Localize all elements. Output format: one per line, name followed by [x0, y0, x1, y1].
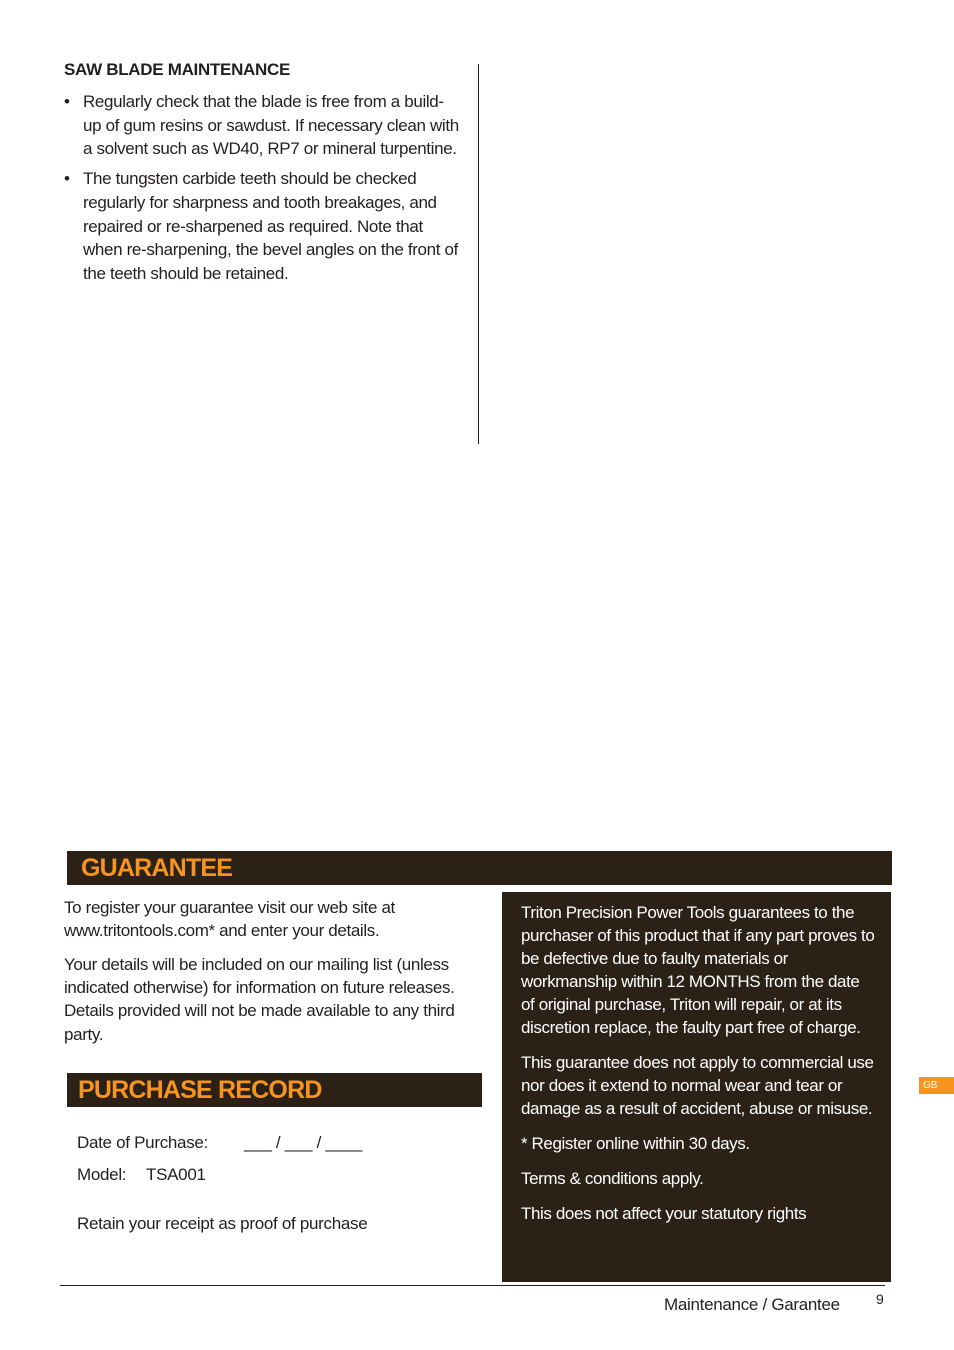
list-item: • Regularly check that the blade is free from a build-up of gum resins or sawdust. If necessary clean with a solvent such as WD40, RP7 or mineral turpentine.	[64, 90, 459, 161]
guarantee-terms-panel	[502, 892, 891, 1282]
mailing-list-paragraph: Your details will be included on our mailing list (unless indicated otherwise) for information on future releases. Details provided will not be made available to any third party.	[64, 955, 455, 1044]
list-item: • The tungsten carbide teeth should be checked regularly for sharpness and tooth breakages, and repaired or re-sharpened as required. Note that when re-sharpening, the bevel angles on the front of the teeth should be retained.	[64, 167, 459, 286]
model-label: Model:	[77, 1165, 127, 1184]
footer-section-title: Maintenance / Garantee	[664, 1295, 840, 1314]
column-divider	[478, 64, 479, 444]
page-number: 9	[876, 1291, 884, 1307]
footer-rule	[60, 1285, 885, 1286]
terms-paragraph: This guarantee does not apply to commercial use nor does it extend to normal wear and tear or damage as a result of accident, abuse or misuse.	[521, 1053, 874, 1118]
purchase-record-title: PURCHASE RECORD	[78, 1076, 322, 1104]
model-value: TSA001	[146, 1165, 206, 1184]
retain-receipt-note: Retain your receipt as proof of purchase	[77, 1214, 368, 1233]
terms-paragraph: This does not affect your statutory rights	[521, 1204, 807, 1223]
saw-blade-heading: SAW BLADE MAINTENANCE	[64, 60, 291, 79]
register-paragraph: To register your guarantee visit our web site at www.tritontools.com* and enter your details.	[64, 898, 395, 941]
guarantee-title: GUARANTEE	[81, 854, 233, 882]
language-tab: GB	[919, 1077, 954, 1094]
saw-blade-bullet-list	[64, 90, 459, 292]
terms-paragraph: Triton Precision Power Tools guarantees to the purchaser of this product that if any part proves to be defective due to faulty materials or workmanship within 12 MONTHS from the date of original purchase, Triton will repair, or at its discretion replace, the faulty part free of charge.	[521, 903, 875, 1037]
terms-paragraph: Terms & conditions apply.	[521, 1169, 704, 1188]
date-of-purchase-label: Date of Purchase:	[77, 1133, 208, 1152]
terms-paragraph: * Register online within 30 days.	[521, 1134, 750, 1153]
guarantee-header-bar	[64, 851, 892, 885]
purchase-record-header-bar	[64, 1073, 482, 1107]
date-of-purchase-blanks: ___ / ___ / ____	[244, 1133, 363, 1152]
